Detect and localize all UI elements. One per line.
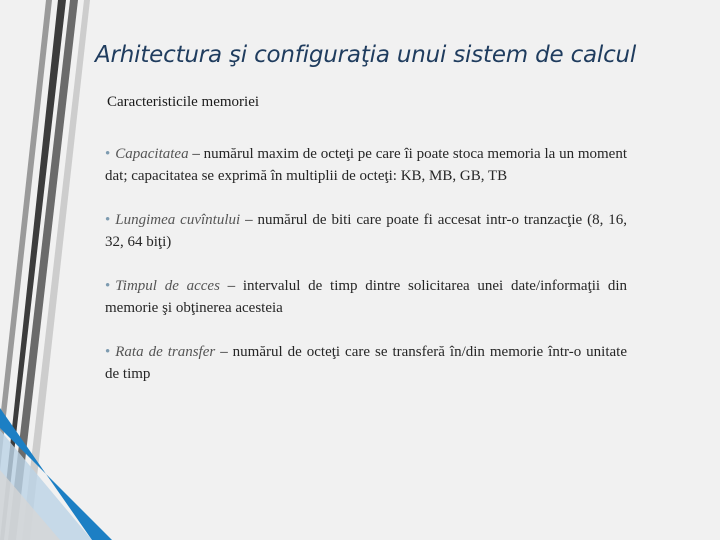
- bullet-text: – intervalul de timp dintre solicitarea unei date/informaţii din memorie şi obţinerea acesteia: [105, 278, 627, 316]
- bullet-text: – numărul de octeţi care se transferă în/din memorie într-o unitate de timp: [105, 344, 627, 382]
- bullet-icon: •: [105, 146, 111, 162]
- bullet-term: Lungimea cuvîntului: [115, 212, 241, 228]
- bullet-item: [105, 275, 627, 319]
- bullet-text: – numărul maxim de octeţi pe care îi poate stoca memoria la un moment dat; capacitatea se exprimă în multiplii de octeţi: KB, MB, GB, TB: [105, 146, 627, 184]
- bullet-item: [105, 209, 627, 253]
- bullet-item: [105, 143, 627, 187]
- bullet-term: Timpul de acces: [115, 278, 220, 294]
- bullet-list: [105, 143, 627, 407]
- bullet-item: [105, 341, 627, 385]
- bullet-icon: •: [105, 212, 111, 228]
- bullet-icon: •: [105, 344, 111, 360]
- bullet-icon: •: [105, 278, 111, 294]
- bullet-term: Capacitatea: [115, 146, 189, 162]
- page-title: Arhitectura şi configuraţia unui sistem de calcul: [95, 42, 637, 68]
- section-subtitle: Caracteristicile memoriei: [107, 94, 260, 110]
- bullet-term: Rata de transfer: [115, 344, 216, 360]
- bullet-text: – numărul de biti care poate fi accesat intr-o tranzacţie (8, 16, 32, 64 biţi): [105, 212, 627, 250]
